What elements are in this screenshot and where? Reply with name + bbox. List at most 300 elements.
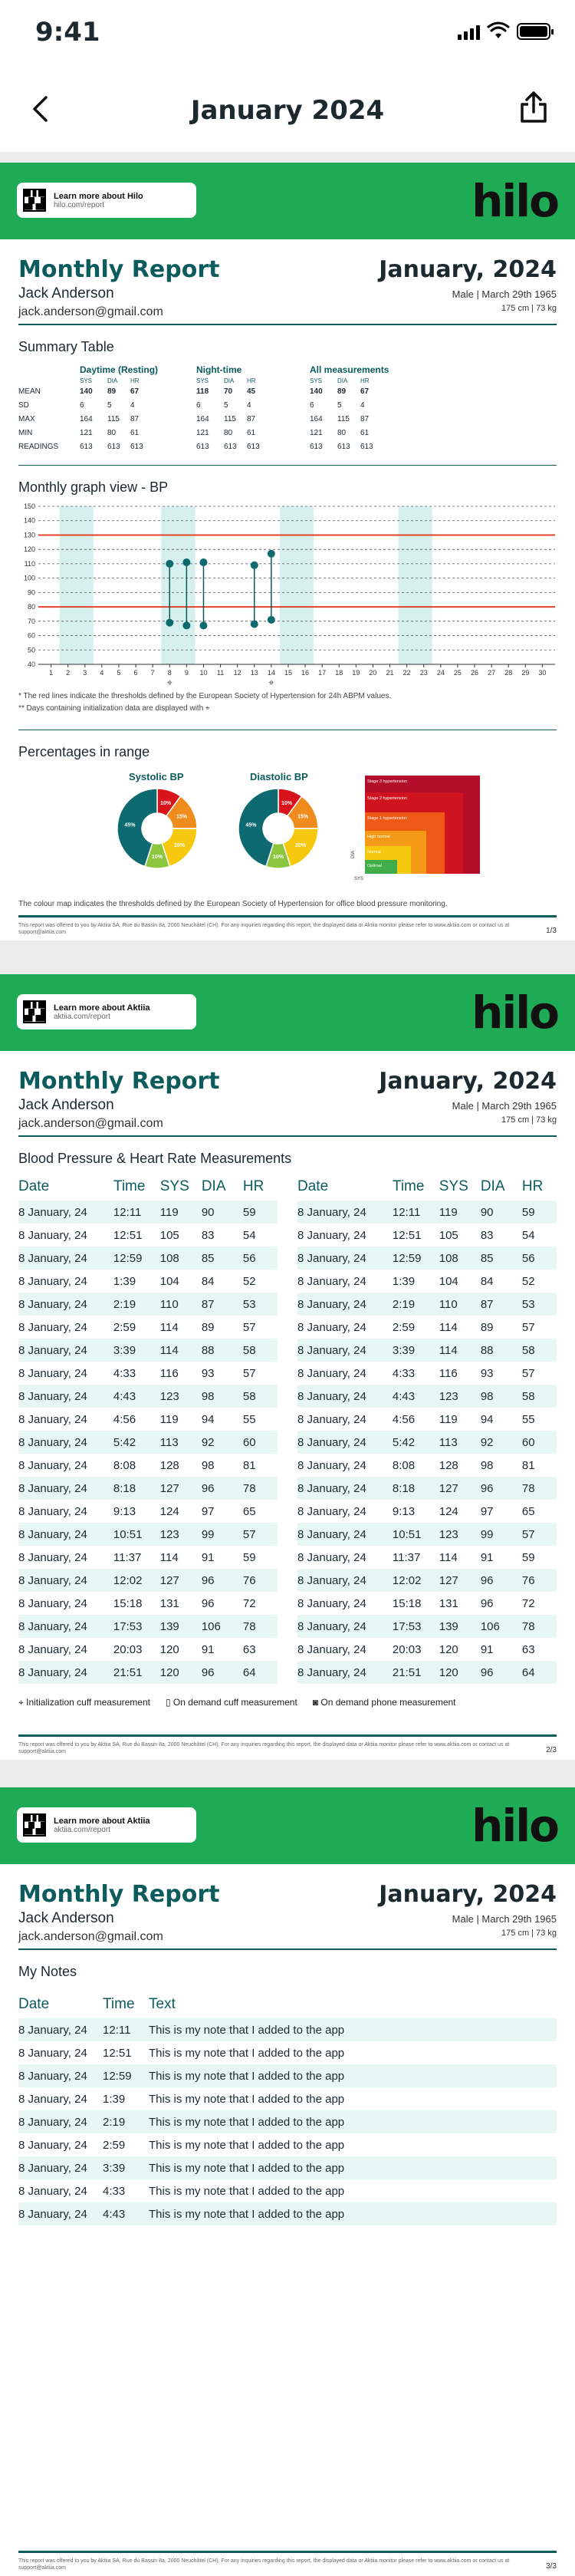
table-cell: 90	[481, 1201, 522, 1224]
table-row	[297, 1247, 557, 1270]
table-cell: 114	[439, 1320, 458, 1334]
table-row	[297, 1546, 557, 1569]
table-cell: 8 January, 24	[297, 1201, 393, 1224]
table-cell: 113	[160, 1431, 202, 1454]
table-cell: 5:42	[113, 1431, 160, 1454]
qr-title: Learn more about Hilo	[54, 191, 143, 201]
table-cell: 123	[160, 1385, 202, 1408]
x-tick-label: 21	[386, 669, 394, 677]
table-cell: 8 January, 24	[18, 1274, 87, 1288]
x-tick-label: 17	[318, 669, 327, 677]
sys-point	[251, 562, 258, 569]
table-cell: 93	[201, 1366, 215, 1380]
table-cell: 58	[522, 1385, 557, 1408]
table-cell: 96	[481, 1569, 522, 1592]
hilo-logo: hilo	[472, 987, 558, 1039]
legend-init-label: Initialization cuff measurement	[26, 1697, 150, 1708]
table-cell: 98	[201, 1458, 215, 1472]
qr-title: Learn more about Aktiia	[54, 1003, 150, 1013]
table-cell: 4:43	[393, 1385, 439, 1408]
page-footer	[18, 1734, 557, 1755]
x-tick-label: 22	[402, 669, 411, 677]
table-cell: 8 January, 24	[18, 1504, 87, 1518]
pie-slice-label: 10%	[160, 800, 172, 806]
table-cell: 85	[481, 1247, 522, 1270]
table-cell: 1:39	[113, 1274, 136, 1288]
table-row	[18, 1385, 278, 1408]
summary-subheader: DIA	[337, 377, 348, 384]
table-cell: 97	[480, 1504, 494, 1518]
percentages-title: Percentages in range	[18, 744, 150, 759]
x-tick-label: 30	[538, 669, 547, 677]
table-row	[18, 2064, 557, 2087]
table-row	[297, 1408, 557, 1431]
x-tick-label: 4	[100, 669, 104, 677]
percentages-section	[18, 765, 557, 934]
table-cell: 8 January, 24	[18, 1458, 87, 1472]
dia-point	[251, 621, 258, 628]
qr-card[interactable]	[17, 994, 196, 1029]
summary-cell: 87	[247, 415, 256, 423]
table-cell: 8:08	[392, 1458, 416, 1472]
table-cell: 110	[439, 1293, 481, 1316]
table-cell: 87	[481, 1293, 522, 1316]
table-cell: 4:56	[113, 1412, 136, 1426]
summary-cell: 115	[337, 415, 350, 423]
qr-card[interactable]	[17, 183, 196, 218]
column-header: DIA	[480, 1178, 505, 1194]
table-cell: 8 January, 24	[297, 1523, 393, 1546]
legend-cuff	[166, 1697, 297, 1708]
table-row	[18, 1316, 278, 1339]
table-cell: 84	[201, 1274, 215, 1288]
table-cell: 114	[160, 1339, 202, 1362]
table-cell: 10:51	[393, 1523, 439, 1546]
column-header: SYS	[439, 1178, 468, 1194]
table-row	[297, 1661, 557, 1684]
y-tick-label: 40	[27, 660, 35, 668]
table-cell: 8 January, 24	[18, 2092, 87, 2106]
table-row	[18, 2179, 557, 2202]
summary-cell: 164	[310, 415, 323, 423]
summary-cell: 6	[310, 401, 314, 410]
table-cell: 72	[242, 1596, 256, 1610]
crosshair-icon: ⌖	[205, 704, 210, 713]
table-cell: 94	[480, 1412, 494, 1426]
summary-cell: 164	[80, 415, 93, 423]
table-cell: 60	[243, 1431, 278, 1454]
colour-map-level-label: Stage 2 hypertension	[367, 796, 407, 801]
table-cell: 57	[242, 1320, 256, 1334]
summary-group: Daytime (Resting)	[80, 364, 159, 375]
table-cell: 91	[480, 1642, 494, 1656]
qr-code-icon	[23, 1813, 46, 1836]
pie-slice-label: 10%	[151, 855, 163, 860]
table-cell: 93	[480, 1366, 494, 1380]
nav-bar	[0, 68, 575, 152]
table-cell: 20:03	[392, 1642, 422, 1656]
page-header-band	[0, 974, 575, 1051]
table-row	[18, 1615, 278, 1638]
table-cell: 2:59	[103, 2138, 126, 2152]
table-cell: 113	[439, 1431, 481, 1454]
sys-point	[268, 550, 275, 558]
x-tick-label: 14	[267, 669, 275, 677]
nav-title: January 2024	[190, 95, 385, 126]
y-tick-label: 140	[23, 516, 35, 525]
x-tick-label: 13	[250, 669, 258, 677]
bp-chart-section	[18, 500, 557, 730]
y-tick-label: 80	[27, 603, 35, 611]
table-cell: 5:42	[393, 1431, 439, 1454]
report-month: January, 2024	[379, 1881, 557, 1908]
measurements-table-left	[18, 1173, 278, 1684]
table-cell: 104	[159, 1274, 179, 1288]
table-cell: 8 January, 24	[297, 1477, 393, 1500]
x-tick-label: 25	[453, 669, 462, 677]
table-row	[18, 1201, 278, 1224]
x-tick-label: 28	[504, 669, 513, 677]
diastolic-pie	[236, 786, 320, 871]
pie-slice-label: 20%	[295, 843, 307, 849]
table-cell: 8:08	[113, 1458, 136, 1472]
table-row	[18, 1661, 278, 1684]
patient-email: jack.anderson@gmail.com	[18, 1117, 163, 1130]
report-page-3	[0, 1787, 575, 2576]
table-header-row	[297, 1173, 557, 1201]
table-cell: 8 January, 24	[297, 1412, 366, 1426]
table-cell: 108	[439, 1247, 481, 1270]
table-cell: 76	[243, 1569, 278, 1592]
table-cell: 104	[439, 1274, 458, 1288]
summary-subheader: DIA	[224, 377, 235, 384]
table-cell: 15:18	[392, 1596, 422, 1610]
summary-cell: 87	[360, 415, 370, 423]
battery-icon	[517, 23, 550, 40]
y-tick-label: 50	[27, 646, 35, 654]
report-title: Monthly Report	[18, 1068, 220, 1095]
share-button[interactable]	[518, 91, 549, 124]
shaded-days	[399, 506, 432, 664]
table-cell: 57	[521, 1320, 535, 1334]
summary-cell: 80	[337, 429, 347, 437]
table-cell: 119	[159, 1412, 179, 1426]
table-cell: 8 January, 24	[18, 2110, 103, 2133]
table-row	[18, 2041, 557, 2064]
table-cell: 58	[522, 1339, 557, 1362]
x-tick-label: 11	[216, 669, 225, 677]
footer-text: This report was offered to you by Aktiia SA, Rue du Bassin 8a, 2000 Neuchâtel (CH). For any inquiries regarding this report, the displayed data or Aktiia monitor please refer to www.aktiia.com or contact us at support@aktiia.com	[18, 1742, 510, 1754]
pie-slice-label: 15%	[297, 814, 309, 820]
table-cell: 59	[522, 1201, 557, 1224]
table-cell: 78	[243, 1477, 278, 1500]
table-cell: 114	[159, 1320, 179, 1334]
table-cell: 10:51	[113, 1523, 160, 1546]
table-cell: This is my note that I added to the app	[149, 2046, 345, 2060]
x-tick-label: 1	[49, 669, 54, 677]
table-cell: 9:13	[392, 1504, 416, 1518]
hilo-logo: hilo	[472, 1800, 558, 1852]
patient-name: Jack Anderson	[18, 285, 114, 301]
table-cell: 64	[243, 1661, 278, 1684]
report-page-1	[0, 163, 575, 940]
x-tick-label: 10	[199, 669, 208, 677]
summary-cell: 613	[224, 443, 237, 451]
pie-slice-label: 20%	[174, 843, 186, 849]
chart-note-2: ** Days containing initialization data are displayed with	[18, 704, 204, 713]
bp-colour-map	[351, 776, 485, 883]
table-row	[18, 2110, 557, 2133]
table-cell: 78	[522, 1477, 557, 1500]
table-cell: 58	[243, 1385, 278, 1408]
table-cell: 60	[522, 1431, 557, 1454]
y-tick-label: 120	[23, 545, 35, 554]
table-cell: 91	[480, 1550, 494, 1564]
table-cell: 94	[201, 1412, 215, 1426]
table-cell: 8 January, 24	[18, 1569, 113, 1592]
table-row	[18, 1339, 278, 1362]
notes-title: My Notes	[18, 1964, 77, 1979]
summary-cell: 70	[224, 387, 233, 396]
qr-card[interactable]	[17, 1807, 196, 1843]
colour-map-level-label: Optimal	[367, 864, 382, 868]
table-cell: 96	[481, 1661, 522, 1684]
report-month: January, 2024	[379, 1068, 557, 1095]
table-cell: This is my note that I added to the app	[149, 2110, 557, 2133]
table-row	[18, 1454, 278, 1477]
report-page-2	[0, 974, 575, 1760]
table-cell: 64	[522, 1661, 557, 1684]
table-cell: 114	[159, 1550, 179, 1564]
table-cell: 53	[522, 1293, 557, 1316]
table-cell: 83	[480, 1228, 494, 1242]
summary-cell: 613	[360, 443, 373, 451]
table-cell: 120	[160, 1661, 202, 1684]
table-cell: 120	[159, 1642, 179, 1656]
table-cell: 88	[202, 1339, 243, 1362]
table-cell: 96	[202, 1569, 243, 1592]
systolic-title: Systolic BP	[129, 771, 184, 782]
table-cell: 58	[243, 1339, 278, 1362]
report-title: Monthly Report	[18, 256, 220, 283]
chart-title: Monthly graph view - BP	[18, 479, 169, 495]
x-tick-label: 27	[488, 669, 496, 677]
table-cell: 8 January, 24	[297, 1661, 393, 1684]
patient-name: Jack Anderson	[18, 1097, 114, 1113]
table-cell: 8 January, 24	[18, 1366, 87, 1380]
table-row	[18, 1270, 278, 1293]
table-cell: 98	[481, 1385, 522, 1408]
summary-cell: 121	[310, 429, 323, 437]
table-cell: 55	[242, 1412, 256, 1426]
summary-cell: 5	[337, 401, 342, 410]
patient-email: jack.anderson@gmail.com	[18, 1930, 163, 1943]
table-row	[297, 1569, 557, 1592]
summary-cell: 4	[130, 401, 135, 410]
measurement-legend	[18, 1697, 456, 1708]
y-tick-label: 60	[27, 631, 35, 640]
table-cell: 128	[439, 1458, 458, 1472]
table-cell: 8 January, 24	[297, 1320, 366, 1334]
table-cell: 96	[481, 1477, 522, 1500]
table-row	[297, 1431, 557, 1454]
page-footer	[18, 915, 557, 936]
colour-map-axis-label: DIA	[351, 850, 356, 858]
footer-text: This report was offered to you by Aktiia SA, Rue du Bassin 8a, 2000 Neuchâtel (CH). For any inquiries regarding this report, the displayed data or Aktiia monitor please refer to www.aktiia.com or contact us at support@aktiia.com	[18, 2558, 510, 2571]
diastolic-title: Diastolic BP	[250, 771, 308, 782]
table-cell: 56	[522, 1247, 557, 1270]
table-row	[297, 1454, 557, 1477]
table-cell: 89	[480, 1320, 494, 1334]
table-cell: 53	[243, 1293, 278, 1316]
report-month: January, 2024	[379, 256, 557, 283]
table-cell: 2:19	[393, 1293, 439, 1316]
table-cell: 12:59	[113, 1247, 160, 1270]
table-cell: 116	[439, 1366, 458, 1380]
table-cell: 8 January, 24	[297, 1642, 366, 1656]
sys-point	[199, 558, 207, 566]
table-row	[18, 1408, 278, 1431]
table-cell: 3:39	[113, 1339, 160, 1362]
qr-url: hilo.com/report	[54, 200, 105, 209]
table-cell: 114	[439, 1550, 458, 1564]
table-cell: 78	[243, 1615, 278, 1638]
measurements-title: Blood Pressure & Heart Rate Measurements	[18, 1151, 292, 1166]
table-cell: 106	[202, 1615, 243, 1638]
table-cell: 8 January, 24	[297, 1247, 393, 1270]
summary-subheader: HR	[247, 377, 256, 384]
table-row	[18, 1592, 278, 1615]
patient-height-weight: 175 cm | 73 kg	[501, 1929, 557, 1938]
x-tick-label: 24	[436, 669, 445, 677]
page-number: 3/3	[546, 2562, 557, 2571]
summary-cell: 89	[337, 387, 347, 396]
patient-email: jack.anderson@gmail.com	[18, 305, 163, 318]
table-row	[18, 1362, 278, 1385]
table-cell: 96	[202, 1661, 243, 1684]
table-cell: 96	[202, 1477, 243, 1500]
table-cell: 1:39	[392, 1274, 416, 1288]
table-cell: 88	[481, 1339, 522, 1362]
table-cell: 63	[242, 1642, 256, 1656]
table-cell: This is my note that I added to the app	[149, 2202, 557, 2225]
table-row	[18, 2018, 557, 2041]
shaded-days	[280, 506, 314, 664]
table-cell: 127	[160, 1477, 202, 1500]
sys-point	[166, 560, 173, 568]
table-cell: 105	[439, 1228, 458, 1242]
table-cell: 2:19	[103, 2110, 149, 2133]
table-cell: 12:11	[113, 1201, 160, 1224]
table-row	[18, 1477, 278, 1500]
table-row	[18, 1569, 278, 1592]
table-cell: 8 January, 24	[18, 1431, 113, 1454]
table-cell: 8 January, 24	[18, 1412, 87, 1426]
table-cell: 8 January, 24	[297, 1431, 393, 1454]
patient-height-weight: 175 cm | 73 kg	[501, 304, 557, 313]
table-cell: 91	[201, 1642, 215, 1656]
table-row	[297, 1615, 557, 1638]
table-cell: 4:56	[392, 1412, 416, 1426]
wifi-icon	[488, 23, 509, 40]
x-tick-label: 7	[150, 669, 155, 677]
table-cell: 12:51	[103, 2046, 132, 2060]
summary-cell: 613	[310, 443, 323, 451]
report-title: Monthly Report	[18, 1881, 220, 1908]
table-cell: 17:53	[113, 1615, 160, 1638]
summary-row-label: MAX	[18, 415, 35, 423]
table-cell: 98	[202, 1385, 243, 1408]
table-cell: 54	[521, 1228, 535, 1242]
chart-note-2-row	[18, 704, 210, 713]
table-cell: 83	[201, 1228, 215, 1242]
table-cell: 108	[160, 1247, 202, 1270]
table-cell: 120	[439, 1661, 481, 1684]
table-cell: 106	[481, 1615, 522, 1638]
column-header: Date	[18, 1996, 50, 2012]
summary-cell: 118	[196, 387, 209, 396]
bp-chart	[18, 500, 557, 688]
table-cell: 124	[159, 1504, 179, 1518]
table-cell: 139	[160, 1615, 202, 1638]
summary-cell: 67	[130, 387, 140, 396]
table-cell: 114	[439, 1339, 481, 1362]
table-cell: 8:18	[393, 1477, 439, 1500]
colour-map-level-label: Normal	[367, 850, 381, 855]
table-cell: 85	[202, 1247, 243, 1270]
summary-cell: 613	[247, 443, 260, 451]
table-cell: 131	[159, 1596, 179, 1610]
table-cell: 8 January, 24	[18, 1339, 113, 1362]
table-cell: 90	[202, 1201, 243, 1224]
table-cell: 21:51	[113, 1661, 160, 1684]
summary-cell: 45	[247, 387, 256, 396]
summary-cell: 4	[247, 401, 251, 410]
y-tick-label: 90	[27, 588, 35, 597]
table-cell: 8 January, 24	[297, 1274, 366, 1288]
dia-point	[199, 621, 207, 629]
table-cell: 92	[481, 1431, 522, 1454]
y-tick-label: 150	[23, 502, 35, 510]
table-cell: 57	[242, 1366, 256, 1380]
table-cell: 8 January, 24	[18, 1201, 113, 1224]
chart-note-1: * The red lines indicate the thresholds defined by the European Society of Hypertension for 24h ABPM values.	[18, 692, 392, 700]
footer-text: This report was offered to you by Aktiia SA, Rue du Bassin 8a, 2000 Neuchâtel (CH). For any inquiries regarding this report, the displayed data or Aktiia monitor please refer to www.aktiia.com or contact us at support@aktiia.com	[18, 923, 510, 935]
table-cell: 127	[439, 1569, 481, 1592]
table-cell: 8 January, 24	[18, 1228, 87, 1242]
table-cell: 97	[201, 1504, 215, 1518]
table-row	[297, 1316, 557, 1339]
table-cell: 8 January, 24	[18, 1550, 87, 1564]
table-cell: 8 January, 24	[18, 2184, 87, 2198]
legend-phone-label: On demand phone measurement	[320, 1697, 456, 1708]
colour-map-level-label: Stage 3 hypertension	[367, 779, 407, 784]
table-cell: This is my note that I added to the app	[149, 2156, 557, 2179]
table-cell: 78	[522, 1615, 557, 1638]
summary-subheader: SYS	[310, 377, 323, 384]
report-header	[18, 1051, 557, 1137]
table-cell: 110	[160, 1293, 202, 1316]
y-tick-label: 110	[24, 559, 35, 568]
column-header: SYS	[159, 1178, 189, 1194]
table-cell: 127	[160, 1569, 202, 1592]
summary-cell: 61	[360, 429, 370, 437]
crosshair-icon: ⌖	[268, 677, 274, 688]
summary-cell: 613	[337, 443, 350, 451]
pie-slice-label: 10%	[281, 800, 293, 806]
table-cell: 81	[242, 1458, 256, 1472]
table-cell: 2:59	[113, 1320, 136, 1334]
